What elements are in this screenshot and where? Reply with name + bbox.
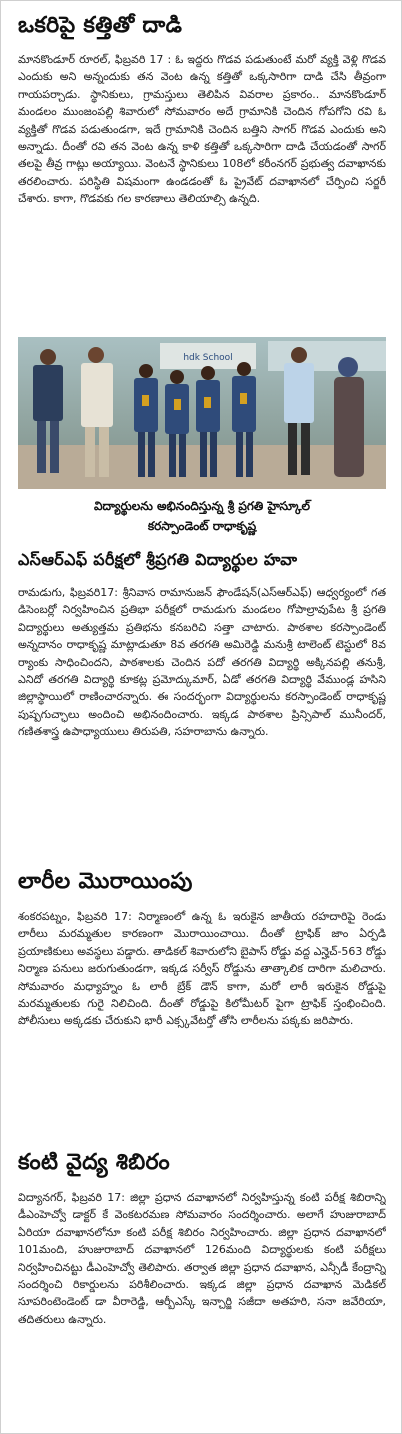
photo-caption-line1: విద్యార్థులను అభినందిస్తున్న శ్రీ ప్రగతి హైస్కూల్ bbox=[94, 499, 310, 513]
article-body-eye-camp: విద్యానగర్, ఫిబ్రవరి 17: జిల్లా ప్రధాన దవాఖానలో నిర్వహిస్తున్న కంటి పరీక్ష శిబిరాన్ని డీఎంహెచ్వో డాక్టర్ కే వెంకటరమణ సోమవారం సందర్శించారు. అలాగే హుజురాబాద్ ఏరియా దవాఖానలోనూ కంటి పరీక్ష శిబిరం నిర్వహించారు. జిల్లా ప్రధాన దవాఖానలో 101మంది, హుజురాబాద్ దవాఖానలో 126మంది విద్యార్థులకు కంటి పరీక్షలు నిర్వహించినట్టు డీఎంహెచ్వో తెలిపారు. తర్వాత జిల్లా ప్రధాన దవాఖాన, ఎన్సీడీ కేంద్రాన్ని సందర్శించి రికార్డులను పరిశీలించారు. ఇక్కడ జిల్లా ప్రధాన దవాఖాన మెడికల్ సూపరింటెండెంట్ డా వీరారెడ్డి, ఆర్బీఎస్కే ఇన్చార్జి సజీదా అతహరి, సనా జవేరియా, తదితరులు ఉన్నారు. bbox=[18, 1191, 386, 1326]
article-headline-eye-camp: కంటి వైద్య శిబిరం bbox=[18, 1150, 170, 1175]
article-body-knife-attack: మానకొండూర్ రూరల్, ఫిబ్రవరి 17 : ఓ ఇద్దరు గొడవ పడుతుంటే మరో వ్యక్తి వెళ్లి గొడవ ఎందుకు అని అన్నందుకు తన వెంట ఉన్న కత్తితో ఒక్కసారిగా దాడి చేసి తీవ్రంగా గాయపర్చాడు. స్థానికులు, గ్రామస్తులు తెలిపిన వివరాల ప్రకారం.. మానకొండూర్ మండలం ముంజంపల్లి శివారులో సోమవారం అదే గ్రామానికి చెందిన గోపగోని రవి ఓ వ్యక్తితో గొడవ పడుతుండగా, ఇదే గ్రామానికి చెందిన బత్తిని సాగర్ గొడవ ఎందుకు అని అన్నాడు. దీంతో రవి తన వెంట ఉన్న కాళి కత్తితో ఒక్కసారిగా దాడి చేయడంతో సాగర్ తలపై తీవ్ర గాట్లు అయ్యాయి. వెంటనే స్థానికులు 108లో కరీంనగర్ ప్రభుత్వ దవాఖానకు తరలించారు. పరిస్థితి విషమంగా ఉండడంతో ఓ ప్రైవేట్ దవాఖానలో చేర్పించి సర్జరీ చేశారు. కాగా, గొడవకు గల కారణాలు తెలియాల్సి ఉన్నది. bbox=[18, 53, 386, 206]
article-body-lorry-breakdown: శంకరపట్నం, ఫిబ్రవరి 17: నిర్మాణంలో ఉన్న ఓ ఇరుకైన జాతీయ రహదారిపై రెండు లారీలు మరమ్మతుల కారణంగా మొరాయించాయి. దీంతో ట్రాఫిక్ జాం ఏర్పడి ప్రయాణికులు అవస్థలు పడ్డారు. తాడికల్ శివారులోని బైపాస్ రోడ్డు వద్ద ఎన్హెచ్-563 రోడ్డు నిర్మాణ పనులు జరుగుతుండగా, ఇక్కడ సర్వీస్ రోడ్డును తాత్కాలిక దారిగా మలిచారు. సోమవారం మధ్యాహ్నం ఓ లారీ బ్రేక్ డౌన్ కాగా, మరో లారీ ఇరుకైన రోడ్డుపై మరమ్మతులకు గురై నిలిచింది. దీంతో రోడ్డుపై కిలోమీటర్ పైగా ట్రాఫిక్ స్తంభించింది. పోలీసులు అక్కడకు చేరుకుని భారీ ఎక్స్కవేటర్తో తోసి లారీలను పక్కకు జరిపారు. bbox=[18, 910, 386, 1028]
students-photo bbox=[18, 337, 386, 489]
photo-caption bbox=[18, 496, 386, 536]
students-photo-illustration bbox=[18, 337, 386, 489]
article-body-srf-exam: రామడుగు, ఫిబ్రవరి17: శ్రీనివాస రామానుజన్ ఫౌండేషన్(ఎస్ఆర్ఎఫ్) ఆధ్వర్యంలో గత డిసెంబర్లో నిర్వహించిన ప్రతిభా పరీక్షలో రామడుగు మండలం గోపాల్రావుపేట శ్రీ ప్రగతి విద్యార్థులు అత్యుత్తమ ప్రతిభను కనబరిచి సత్తా చాటారు. పాఠశాల కరస్పాండెంట్ అన్నదానం రాధాకృష్ణ మాట్లాడుతూ 8వ తరగతి అమిరెడ్డి మనుశ్రీ టాలెంట్ టెస్టులో 8వ ర్యాంకు సాధించిందని, పాఠశాలకు చెందిన పదో తరగతి విద్యార్థి అక్కినపల్లి తనుశ్రీ, ఎనిదో తరగతి విద్యార్థి కూకట్ల ప్రమోద్కుమార్, ఏడో తరగతి విద్యార్థి వేముండ్ల హసిని జిల్లాస్థాయిలో రాణించారన్నారు. ఈ సందర్భంగా విద్యార్థులను కరస్పాండెంట్ రాధాకృష్ణ పుష్పగుచ్ఛాలు అందించి అభినందించారు. ఇక్కడ పాఠశాల ప్రిన్సిపాల్ మునీందర్, గణితశాస్త్ర ఉపాధ్యాయులు తిరుపతి, సహరాబాను ఉన్నారు. bbox=[18, 586, 386, 739]
article-headline-srf-exam: ఎస్ఆర్ఎఫ్ పరీక్షలో శ్రీప్రగతి విద్యార్థుల హవా bbox=[18, 550, 298, 569]
photo-caption-line2: కరస్పాండెంట్ రాధాకృష్ణ bbox=[147, 519, 257, 533]
article-headline-lorry-breakdown: లారీల మొరాయింపు bbox=[18, 869, 193, 894]
school-banner-text: hdk School bbox=[183, 353, 233, 363]
article-headline-knife-attack: ఒకరిపై కత్తితో దాడి bbox=[18, 13, 183, 38]
